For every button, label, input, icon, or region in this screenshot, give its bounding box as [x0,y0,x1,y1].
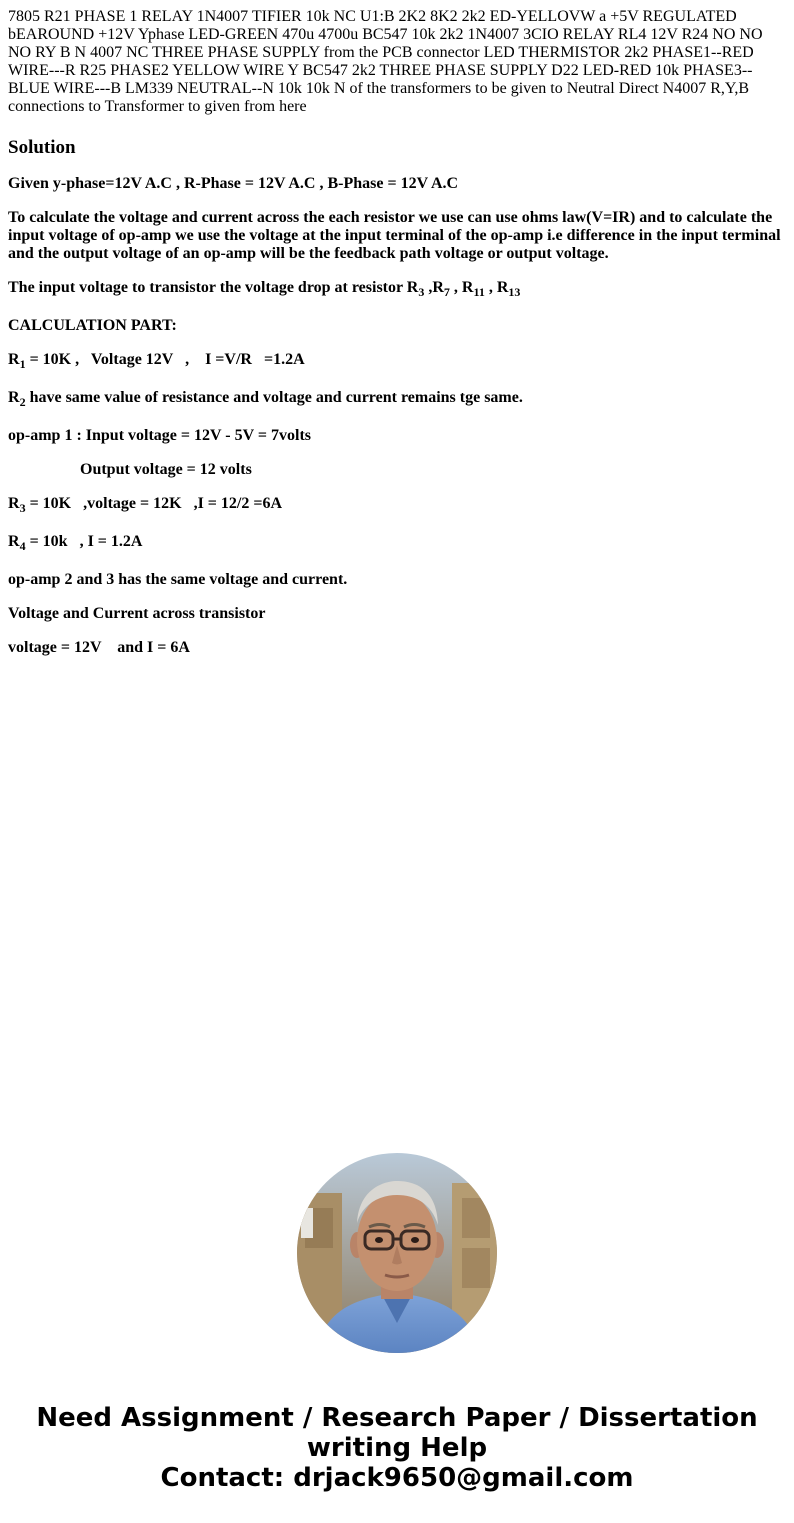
given-line: Given y-phase=12V A.C , R-Phase = 12V A.C , B-Phase = 12V A.C [8,175,459,192]
r1-rest: = 10K , Voltage 12V , I =V/R =1.2A [25,351,305,368]
r7-subscript: 7 [443,285,450,300]
opamp23-line: op-amp 2 and 3 has the same voltage and current. [8,571,348,588]
r3-rest: = 10K ,voltage = 12K ,I = 12/2 =6A [25,495,283,512]
r2-subscript: 2 [19,395,26,410]
person-photo-icon [297,1153,497,1353]
r4-label: R [8,533,20,550]
opamp1-output-line: Output voltage = 12 volts [80,461,252,478]
r13-subscript: 13 [508,285,521,300]
document-content [8,0,786,657]
r4-rest: = 10k , I = 1.2A [25,533,143,550]
footer-line-1: Need Assignment / Research Paper / Dissertation [36,1403,758,1433]
footer-banner [0,1403,794,1493]
r4-subscript: 4 [19,539,26,554]
sep-1: ,R [424,279,444,296]
r4-line [8,533,786,554]
circuit-description: 7805 R21 PHASE 1 RELAY 1N4007 TIFIER 10k NC U1:B 2K2 8K2 2k2 ED-YELLOVW a +5V REGULATED bEAROUND +12V Yphase LED-GREEN 470u 4700u BC547 10k 2k2 1N4007 3CIO RELAY RL4 12V R24 NO NO NO RY B N 4007 NC THREE PHASE SUPPLY from the PCB connector LED THERMISTOR 2k2 PHASE1--RED WIRE---R R25 PHASE2 YELLOW WIRE Y BC547 2k2 THREE PHASE SUPPLY D22 LED-RED 10k PHASE3--BLUE WIRE---B LM339 NEUTRAL--N 10k 10k N of the transformers to be given to Neutral Direct N4007 R,Y,B connections to Transformer to given from here [8,8,763,115]
opamp1-input-line: op-amp 1 : Input voltage = 12V - 5V = 7volts [8,427,311,444]
r3-subscript: 3 [418,285,425,300]
transistor-values: voltage = 12V and I = 6A [8,639,190,656]
footer-line-2: writing Help [306,1433,488,1463]
sep-2: , R [449,279,474,296]
r2-line [8,389,786,410]
calculation-heading: CALCULATION PART: [8,317,177,334]
r1-line [8,351,786,372]
r3-subscript-calc: 3 [19,501,26,516]
transistor-input-prefix: The input voltage to transistor the voltage drop at resistor R [8,279,419,296]
sep-3: , R [484,279,509,296]
transistor-heading: Voltage and Current across transistor [8,605,266,622]
r1-subscript: 1 [19,357,26,372]
transistor-input-line [8,279,786,300]
r3-line [8,495,786,516]
method-paragraph: To calculate the voltage and current across the each resistor we use can use ohms law(V=IR) and to calculate the input voltage of op-amp we use the voltage at the input terminal of the op-amp i.e difference in the input terminal and the output voltage of an op-amp will be the feedback path voltage or output voltage. [8,209,781,262]
r11-subscript: 11 [473,285,485,300]
r1-label: R [8,351,20,368]
r2-rest: have same value of resistance and voltage and current remains tge same. [25,389,523,406]
r3-label: R [8,495,20,512]
r2-label: R [8,389,20,406]
footer-contact: Contact: drjack9650@gmail.com [160,1463,634,1493]
solution-heading: Solution [8,137,76,158]
